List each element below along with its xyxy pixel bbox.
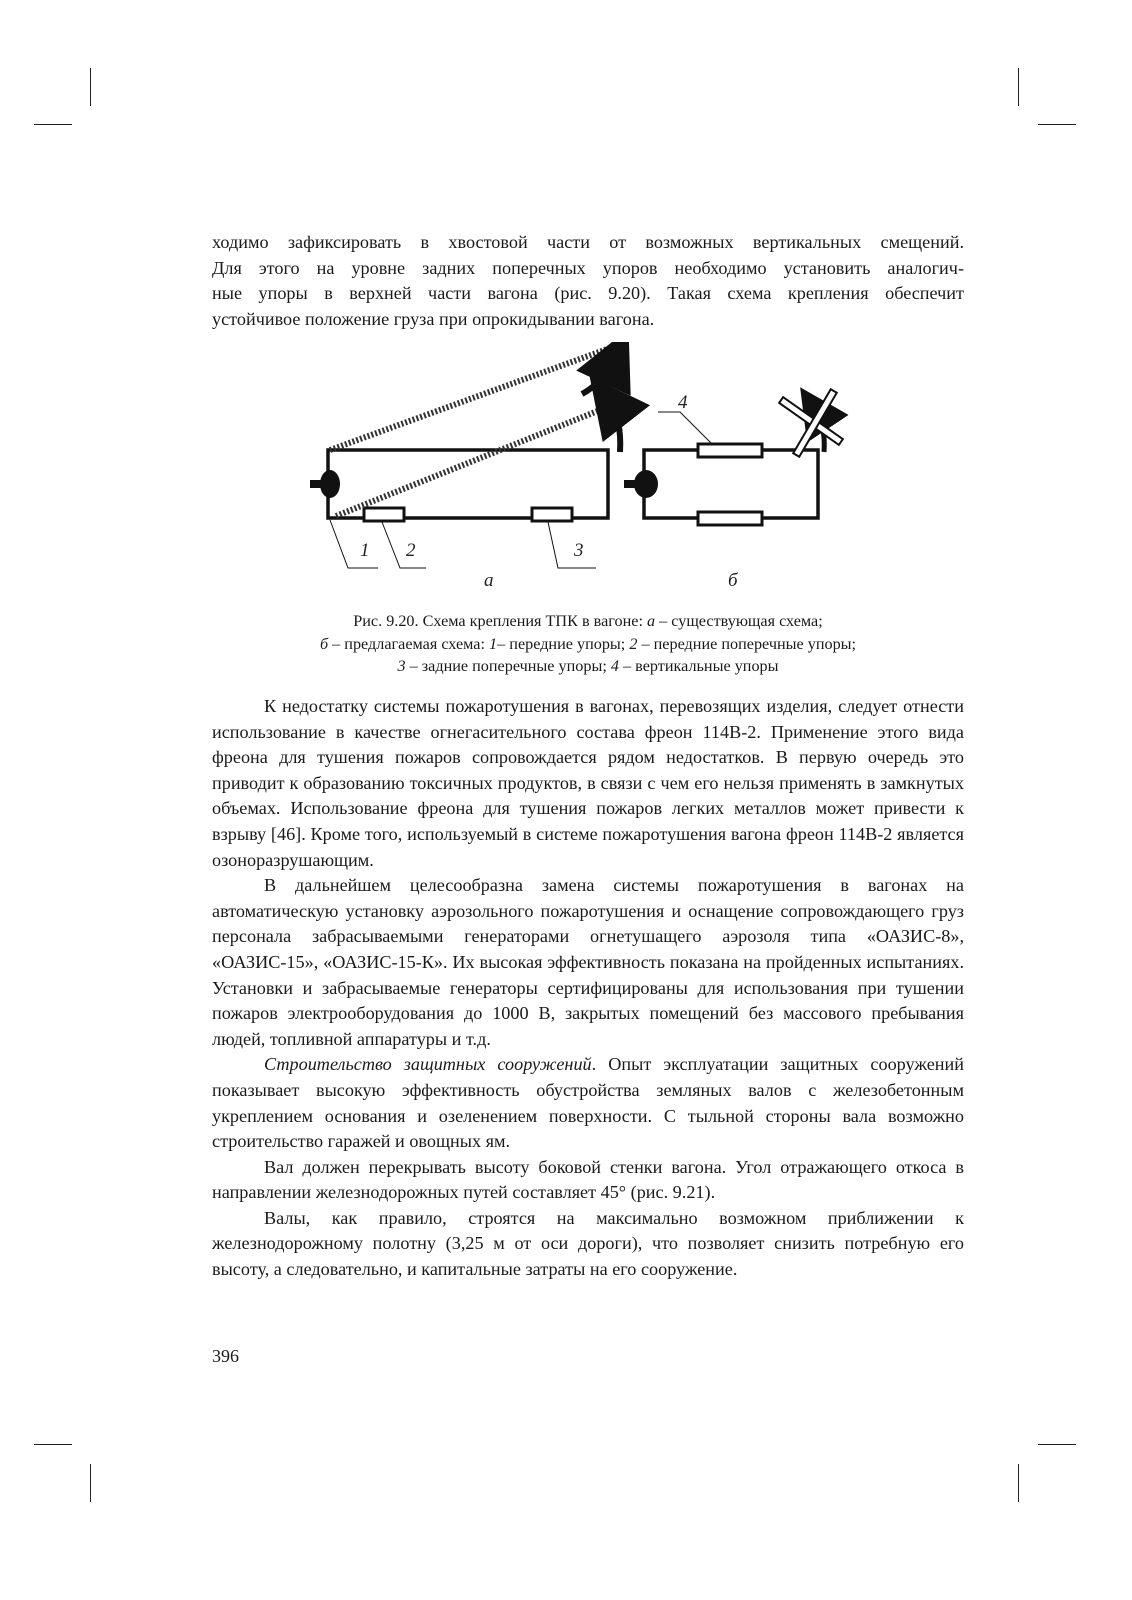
rotation-arrow-a1 [582, 356, 616, 394]
crop-mark [1038, 124, 1076, 125]
stop-2 [364, 508, 404, 521]
crop-mark [34, 124, 72, 125]
wagon-b-body [644, 450, 818, 518]
stop-b-lower [698, 512, 762, 525]
caption-italic: 1 [489, 634, 498, 653]
subfigure-label-a: а [484, 570, 494, 591]
label-1: 1 [360, 540, 370, 561]
caption-line-2 [212, 633, 964, 656]
front-stop-b-shaft [624, 480, 636, 488]
caption-text: – задние поперечные упоры; [405, 657, 611, 675]
intro-paragraph [212, 230, 964, 332]
figure-diagram [212, 342, 964, 602]
caption-text: Рис. 9.20. Схема крепления ТПК в вагоне: [353, 612, 647, 630]
leader-4 [658, 412, 712, 444]
stop-3 [532, 508, 572, 521]
stop-4 [698, 444, 762, 457]
caption-line-1 [212, 610, 964, 633]
caption-line-3 [212, 655, 964, 678]
tipping-line-upper [330, 348, 610, 450]
caption-italic: 3 [397, 657, 406, 675]
caption-italic: 2 [629, 634, 638, 653]
subfigure-label-b: б [728, 570, 738, 591]
figure-caption [212, 610, 964, 678]
caption-italic: а [647, 612, 656, 630]
crop-mark [90, 1464, 91, 1502]
caption-italic: б [319, 634, 329, 653]
paragraph-2: В дальнейшем целесообразна замена системы пожаротушения в вагонах на автоматическую установку аэрозольного пожаротушения и оснащение сопровождающего груз персонала забрасываемыми генераторами огнетушащего аэрозоля типа «ОАЗИС-8», «ОАЗИС-15», «ОАЗИС-15-К». Их высокая эффективность показана на пройденных испытаниях. Установки и забрасываемые генераторы сертифицированы для использования при тушении пожаров электрооборудования до 1000 В, закрытых помещений без массового пребывания людей, топливной аппаратуры и т.д. [212, 875, 964, 1049]
crop-mark [34, 1444, 72, 1445]
crop-mark [90, 68, 91, 106]
body-text [212, 694, 964, 1283]
intro-line: устойчивое положение груза при опрокидывании вагона. [212, 308, 655, 329]
caption-text: – передние поперечные упоры; [637, 634, 857, 653]
label-4: 4 [678, 392, 688, 413]
cross-out-2-inner [798, 394, 832, 452]
paragraph-1: К недостатку системы пожаротушения в вагонах, перевозящих изделия, следует отнести использование в качестве огнегасительного состава фреон 114В-2. Применение этого вида фреона для тушения пожаров сопровождается рядом недостатков. В первую очередь это приводит к образованию токсичных продуктов, в связи с чем его нельзя применять в замкнутых объемах. Использование фреона для тушения пожаров легких металлов может привести к взрыву [46]. Кроме того, используемый в системе пожаротушения вагона фреон 114В-2 является озоноразрушающим. [212, 696, 964, 870]
section-heading-italic: Строительство защитных сооружений [264, 1054, 592, 1075]
paragraph-3-text: . Опыт эксплуатации защитных сооружений показывает высокую эффективность обустройства земляных валов с железобетонным укреплением основания и озеленением поверхности. С тыльной стороны вала возможно строительство гаражей и овощных ям. [212, 1054, 964, 1152]
caption-italic: 4 [610, 657, 619, 675]
caption-text: – существующая схема; [655, 612, 823, 630]
intro-line: ходимо зафиксировать в хвостовой части от возможных вертикальных смещений. [212, 232, 964, 252]
paragraph-4: Вал должен перекрывать высоту боковой стенки вагона. Угол отражающего откоса в направлении железнодорожных путей составляет 45° (рис. 9.21). [212, 1156, 964, 1203]
intro-line: ные упоры в верхней части вагона (рис. 9.20). Такая схема крепления обеспечит [212, 283, 964, 304]
crop-mark [1038, 1444, 1076, 1445]
caption-text: – предлагаемая схема: [328, 634, 490, 653]
paragraph-3 [212, 1052, 964, 1154]
front-stop-b [634, 470, 658, 498]
tipping-line-lower [336, 406, 610, 516]
intro-line: Для этого на уровне задних поперечных упоров необходимо установить аналогич- [212, 257, 964, 278]
paragraph-5: Валы, как правило, строятся на максимально возможном приближении к железнодорожному полотну (3,25 м от оси дороги), что позволяет снизить потребную его высоту, а следовательно, и капитальные затраты на его сооружение. [212, 1207, 964, 1280]
caption-text: – вертикальные упоры [618, 657, 779, 675]
front-stop-a-shaft [310, 480, 324, 488]
page-number: 396 [212, 1346, 239, 1366]
figure-9-20 [212, 342, 964, 602]
leader-2 [382, 522, 426, 568]
label-2: 2 [406, 540, 416, 561]
caption-text: – передние упоры; [497, 634, 630, 653]
leader-3 [548, 522, 596, 568]
rotation-arrow-a2 [608, 400, 620, 452]
leader-1 [330, 520, 378, 568]
label-3: 3 [574, 540, 584, 561]
crop-mark [1018, 68, 1019, 106]
crop-mark [1018, 1464, 1019, 1502]
